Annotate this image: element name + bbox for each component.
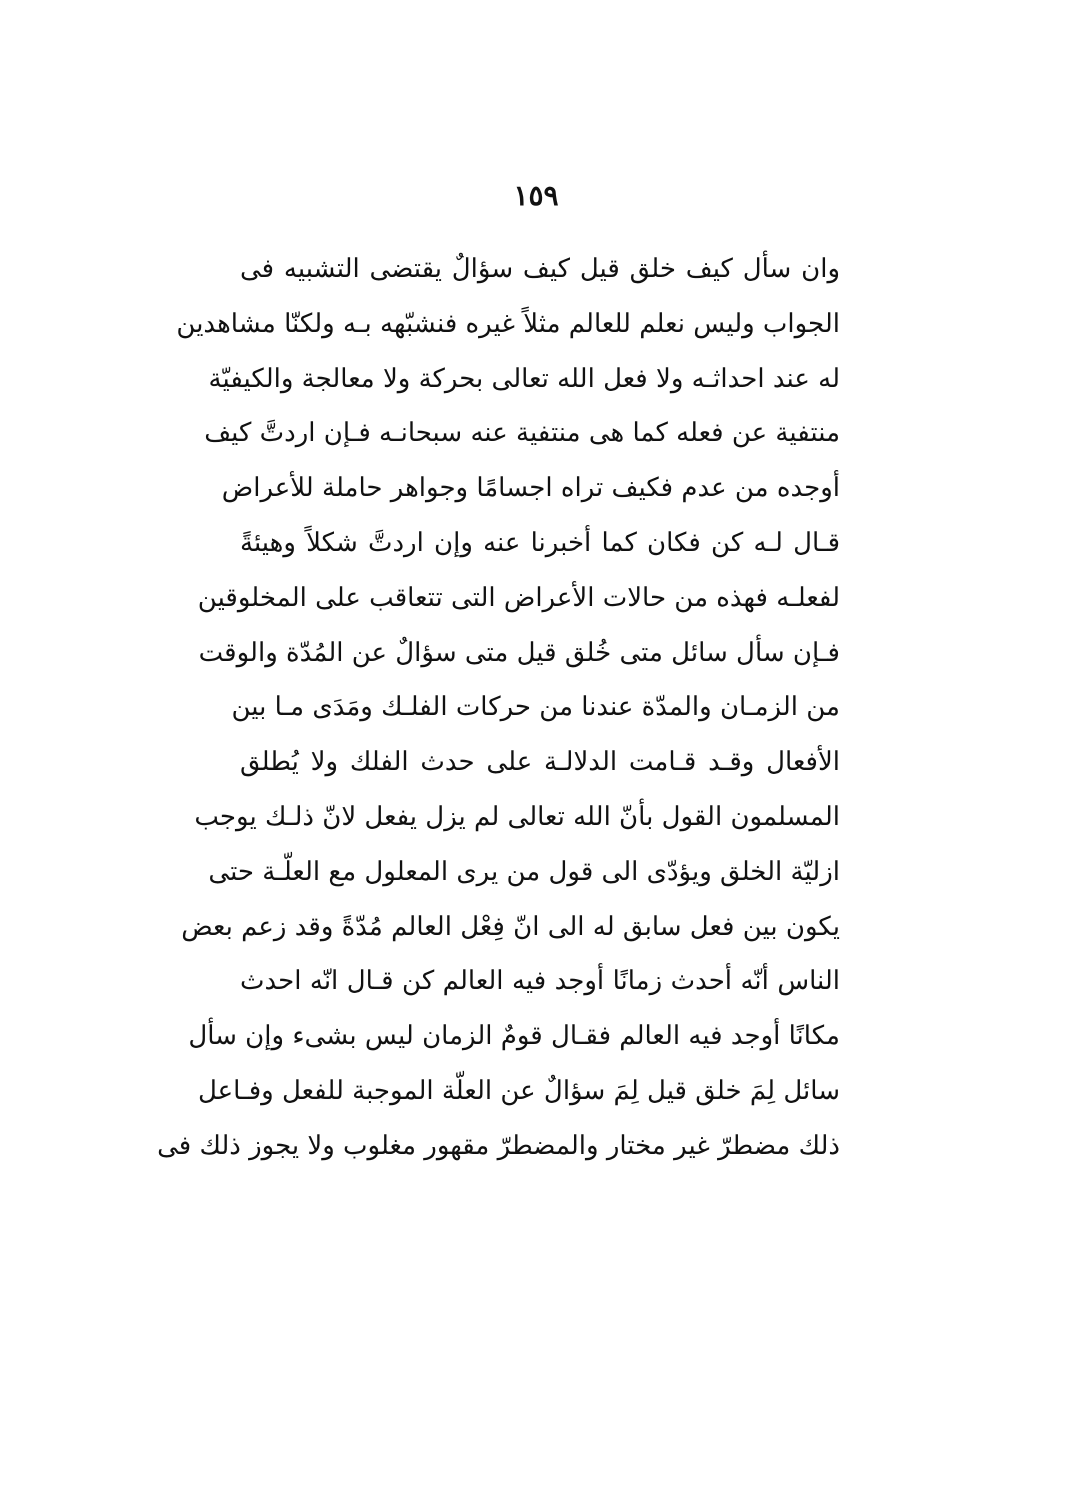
text-line: ذلك مضطرّ غير مختار والمضطرّ مقهور مغلوب ولا يجوز ذلك فى <box>157 1130 840 1161</box>
text-line: أوجده من عدم فكيف تراه اجسامًا وجواهر حاملة للأعراض <box>221 473 840 504</box>
text-line: الأفعال وقـد قـامت الدلالـة على حدث الفلك ولا يُطلق <box>240 747 840 778</box>
text-line: من الزمـان والمدّة عندنا من حركات الفلـك ومَدَى مـا بين <box>231 692 840 723</box>
body-text <box>157 242 840 1174</box>
page-number: ١٥٩ <box>513 179 559 212</box>
text-line: سائل لِمَ خلق قيل لِمَ سؤالٌ عن العلّة الموجبة للفعل وفـاعل <box>197 1075 840 1106</box>
text-line: الجواب وليس نعلم للعالم مثلاً غيره فنشبّهه بـه ولكنّا مشاهدين <box>176 308 840 339</box>
text-line: يكون بين فعل سابق له الى انّ فِعْل العالم مُدّةً وقد زعم بعض <box>181 911 840 942</box>
text-line: له عند احداثـه ولا فعل الله تعالى بحركة ولا معالجة والكيفيّة <box>208 363 840 394</box>
text-line: الناس أنّه أحدث زمانًا أوجد فيه العالم كن قـال انّه احدث <box>240 966 840 997</box>
text-line: قـال لـه كن فكان كما أخبرنا عنه وإن اردتَّ شكلاً وهيئةً <box>240 527 840 558</box>
text-line: ازليّة الخلق ويؤدّى الى قول من يرى المعلول مع العلّـة حتى <box>208 856 840 887</box>
text-line: منتفية عن فعله كما هى منتفية عنه سبحانـه فـإن اردتَّ كيف <box>204 418 840 449</box>
text-line: المسلمون القول بأنّ الله تعالى لم يزل يفعل لانّ ذلـك يوجب <box>194 801 840 832</box>
text-line: وان سأل كيف خلق قيل كيف سؤالٌ يقتضى التشبيه فى <box>240 254 840 284</box>
text-line: فـإن سأل سائل متى خُلق قيل متى سؤالٌ عن المُدّة والوقت <box>198 637 840 668</box>
text-line: مكانًا أوجد فيه العالم فقـال قومٌ الزمان ليس بشىء وإن سأل <box>188 1021 840 1052</box>
text-line: لفعلـه فهذه من حالات الأعراض التى تتعاقب على المخلوقين <box>197 582 840 613</box>
